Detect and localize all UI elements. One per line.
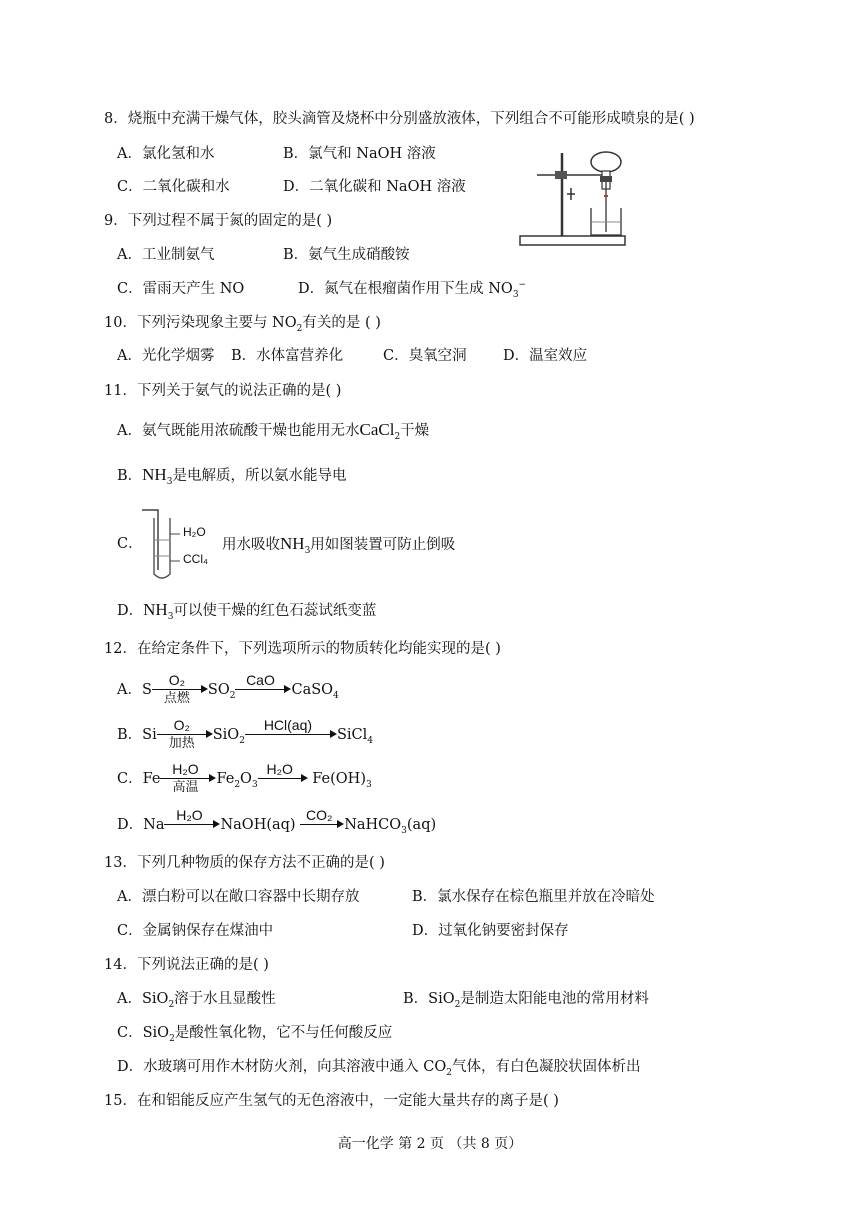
q8-option-b: B．氯气和 NaOH 溶液 — [283, 146, 436, 162]
q8-option-a: A．氯化氢和水 — [117, 146, 215, 162]
q10-stem: 10．下列污染现象主要与 $NO_2$有关的是 ( ) — [104, 315, 381, 334]
q11-option-b: B．$NH_3$是电解质，所以氨水能导电 — [117, 465, 347, 487]
reaction-arrow: H₂O — [258, 769, 308, 789]
q12-option-d: D．Na H₂O NaOH(aq) CO₂ NaHCO$_3$(aq) — [117, 807, 437, 836]
q9-option-b: B．氨气生成硝酸铵 — [283, 247, 410, 263]
q9-stem: 9．下列过程不属于氮的固定的是( ) — [104, 213, 333, 229]
fountain-apparatus-figure — [515, 148, 635, 248]
figure-label-h2o: H₂O — [183, 525, 206, 539]
q8-stem: 8．烧瓶中充满干燥气体，胶头滴管及烧杯中分别盛放液体，下列组合不可能形成喷泉的是( ) — [104, 111, 695, 127]
q9-option-a: A．工业制氨气 — [117, 247, 215, 263]
reaction-arrow: O₂ 加热 — [157, 725, 213, 745]
page-footer: 高一化学 第 2 页 （共 8 页） — [337, 1136, 523, 1152]
q9-option-c: C．雷雨天产生 NO — [117, 281, 245, 297]
q10-option-d: D．温室效应 — [503, 348, 588, 364]
reaction-arrow: H₂O — [164, 815, 220, 835]
q8-option-c: C．二氧化碳和水 — [117, 179, 230, 195]
q11-stem: 11．下列关于氨气的说法正确的是( ) — [104, 383, 342, 399]
q10-option-a: A．光化学烟雾 — [117, 348, 215, 364]
q8-option-d: D．二氧化碳和 NaOH 溶液 — [283, 179, 466, 195]
q14-option-d: D．水玻璃可用作木材防火剂，向其溶液中通入 $CO_2$气体，有白色凝胶状固体析出 — [117, 1059, 641, 1078]
q12-option-c: C．Fe H₂O 高温 $Fe_2O_3$ H₂O $Fe(OH)_3$ — [117, 761, 372, 795]
q13-option-c: C．金属钠保存在煤油中 — [117, 923, 274, 939]
q15-stem: 15．在和铝能反应产生氢气的无色溶液中，一定能大量共存的离子是( ) — [104, 1093, 559, 1109]
q11-option-c-text: 用水吸收$NH_3$用如图装置可防止倒吸 — [222, 534, 456, 556]
q11-option-a: A．氨气既能用浓硫酸干燥也能用无水CaCl$_2$干燥 — [117, 420, 430, 442]
q13-option-d: D．过氧化钠要密封保存 — [412, 923, 569, 939]
figure-label-ccl4: CCl₄ — [183, 552, 208, 566]
q11-option-d: D．$NH_3$可以使干燥的红色石蕊试纸变蓝 — [117, 600, 377, 622]
q12-stem: 12．在给定条件下，下列选项所示的物质转化均能实现的是( ) — [104, 641, 501, 657]
q14-option-b: B．SiO$_2$是制造太阳能电池的常用材料 — [403, 991, 649, 1010]
reaction-arrow: HCl(aq) — [245, 725, 337, 745]
q14-stem: 14．下列说法正确的是( ) — [104, 957, 269, 973]
q11-option-c-label: C． — [117, 536, 143, 552]
q13-option-b: B．氯水保存在棕色瓶里并放在冷暗处 — [412, 889, 655, 905]
q10-option-b: B．水体富营养化 — [231, 348, 344, 364]
reaction-arrow: H₂O 高温 — [160, 769, 216, 789]
q14-option-c: C．SiO$_2$是酸性氧化物，它不与任何酸反应 — [117, 1025, 393, 1044]
q14-option-a: A．SiO$_2$溶于水且显酸性 — [117, 991, 276, 1010]
reaction-arrow: CO₂ — [300, 815, 344, 835]
q12-option-a: A．S O₂ 点燃 $SO_2$ CaO CaSO$_4$ — [117, 672, 339, 706]
q10-option-c: C．臭氧空洞 — [383, 348, 467, 364]
reaction-arrow: O₂ 点燃 — [152, 680, 208, 700]
q13-option-a: A．漂白粉可以在敞口容器中长期存放 — [117, 889, 360, 905]
reaction-arrow: CaO — [235, 680, 291, 700]
absorption-apparatus-figure — [138, 504, 224, 580]
q9-option-d: D．氮气在根瘤菌作用下生成 $NO_3^-$ — [298, 280, 527, 300]
q12-option-b: B．Si O₂ 加热 SiO$_2$ HCl(aq) SiCl$_4$ — [117, 717, 373, 751]
q13-stem: 13．下列几种物质的保存方法不正确的是( ) — [104, 855, 385, 871]
